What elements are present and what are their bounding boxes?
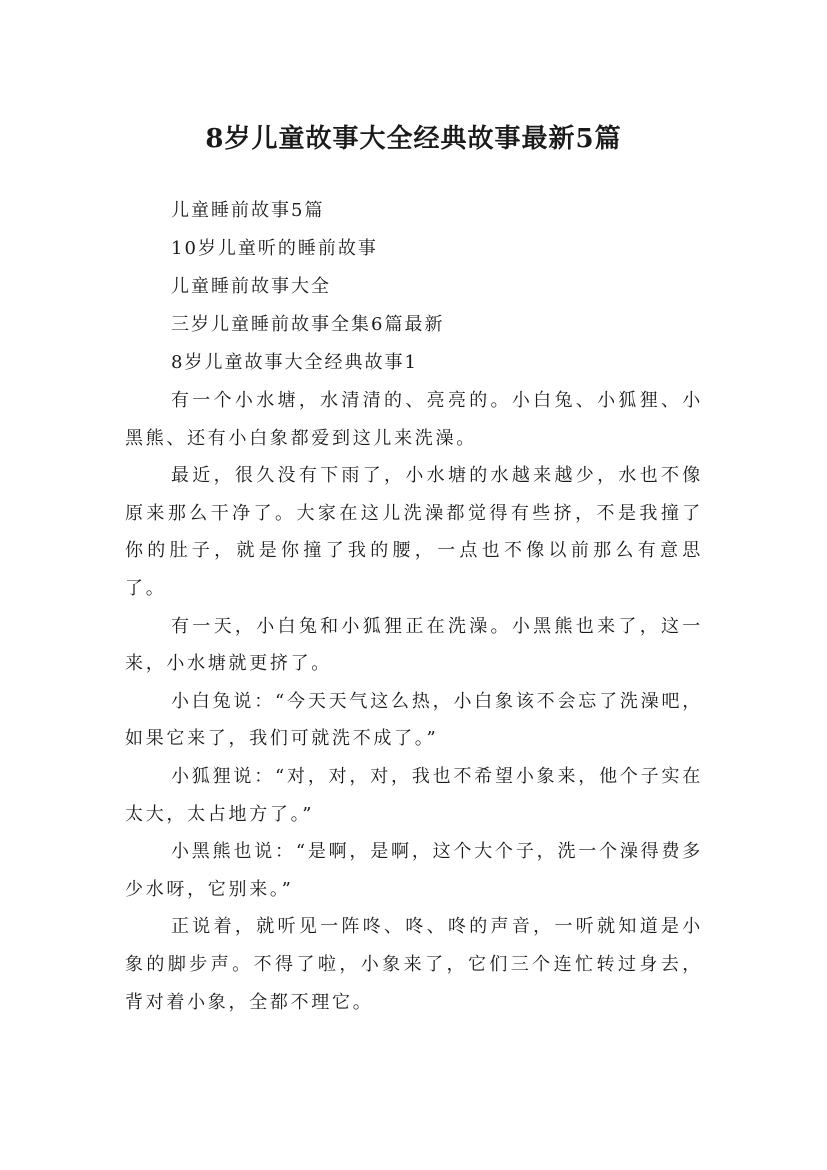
related-link[interactable]: 儿童睡前故事5篇 bbox=[171, 200, 325, 221]
story-paragraph: 有一天，小白兔和小狐狸正在洗澡。小黑熊也来了，这一来，小水塘就更挤了。 bbox=[125, 615, 703, 675]
related-link[interactable]: 儿童睡前故事大全 bbox=[171, 276, 331, 297]
story-paragraph: 正说着，就听见一阵咚、咚、咚的声音，一听就知道是小象的脚步声。不得了啦，小象来了，它们三个连忙转过身去，背对着小象，全都不理它。 bbox=[125, 916, 703, 1013]
story-paragraph: 小黑熊也说：“是啊，是啊，这个大个子，洗一个澡得费多少水呀，它别来。” bbox=[125, 841, 703, 900]
story-paragraph: 小白兔说：“今天天气这么热，小白象该不会忘了洗澡吧，如果它来了，我们可就洗不成了。” bbox=[125, 690, 703, 750]
document-title: 8岁儿童故事大全经典故事最新5篇 bbox=[205, 124, 622, 155]
related-link[interactable]: 10岁儿童听的睡前故事 bbox=[171, 238, 378, 259]
section-heading: 8岁儿童故事大全经典故事1 bbox=[171, 352, 418, 373]
related-link[interactable]: 三岁儿童睡前故事全集6篇最新 bbox=[171, 314, 445, 335]
story-paragraph: 小狐狸说：“对，对，对，我也不希望小象来，他个子实在太大，太占地方了。” bbox=[125, 765, 703, 825]
document-body bbox=[125, 192, 703, 1021]
story-paragraph: 最近，很久没有下雨了，小水塘的水越来越少，水也不像原来那么干净了。大家在这儿洗澡都觉得有些挤，不是我撞了你的肚子，就是你撞了我的腰，一点也不像以前那么有意思了。 bbox=[125, 465, 703, 599]
story-paragraph: 有一个小水塘，水清清的、亮亮的。小白兔、小狐狸、小黑熊、还有小白象都爱到这儿来洗澡。 bbox=[125, 390, 703, 449]
